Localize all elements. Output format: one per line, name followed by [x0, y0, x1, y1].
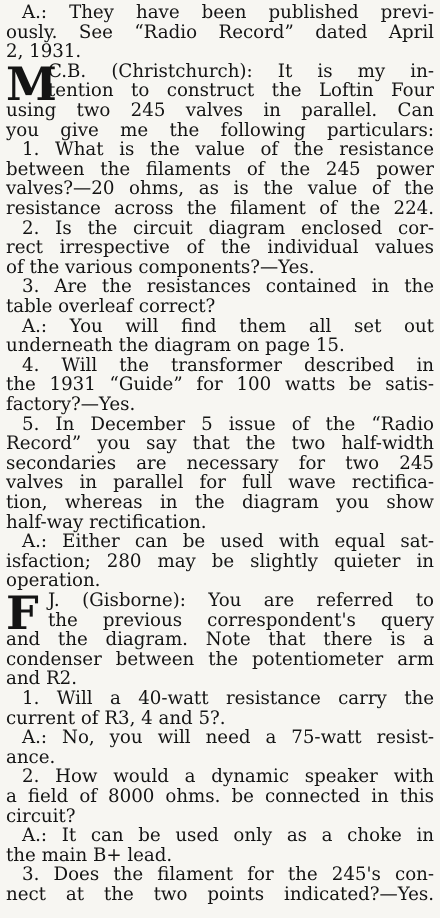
text-line: the main B+ lead.: [6, 845, 173, 866]
text-line: a field of 8000 ohms. be connected in this: [6, 786, 434, 807]
text-line: valves in parallel for full wave rectifica-: [6, 472, 434, 493]
text-line: tion, whereas in the diagram you show: [6, 492, 434, 513]
text-line: 5. In December 5 issue of the “Radio: [22, 414, 434, 435]
text-line: and R2.: [6, 668, 78, 689]
text-line: valves?—20 ohms, as is the value of the: [6, 178, 434, 199]
text-line: the 1931 “Guide” for 100 watts be satis-: [6, 374, 434, 395]
text-line: and the diagram. Note that there is a: [6, 629, 434, 650]
text-line: A.: It can be used only as a choke in: [22, 825, 434, 846]
text-line: 1. Will a 40-watt resistance carry the: [22, 688, 434, 709]
text-line: 2. How would a dynamic speaker with: [22, 766, 434, 787]
text-line: 3. Are the resistances contained in the: [22, 276, 434, 297]
text-line: using two 245 valves in parallel. Can: [6, 100, 434, 121]
text-line: table overleaf correct?: [6, 296, 216, 317]
text-line: operation.: [6, 570, 101, 591]
text-line: ance.: [6, 747, 56, 768]
text-line: 1. What is the value of the resistance: [22, 139, 434, 160]
text-line: current of R3, 4 and 5?.: [6, 708, 226, 729]
text-line: circuit?: [6, 806, 76, 827]
text-line: secondaries are necessary for two 245: [6, 453, 434, 474]
text-line: C.B. (Christchurch): It is my in-: [48, 61, 434, 82]
text-line: condenser between the potentiometer arm: [6, 649, 434, 670]
text-line: of the various components?—Yes.: [6, 257, 315, 278]
text-line: underneath the diagram on page 15.: [6, 335, 345, 356]
text-line: resistance across the filament of the 224.: [6, 198, 434, 219]
text-line: factory?—Yes.: [6, 394, 136, 415]
text-line: 2, 1931.: [6, 41, 82, 62]
text-line: nect at the two points indicated?—Yes.: [6, 884, 434, 905]
text-line: isfaction; 280 may be slightly quieter in: [6, 551, 434, 572]
text-line: Record” you say that the two half-width: [6, 433, 434, 454]
text-line: A.: Either can be used with equal sat-: [22, 531, 434, 552]
text-line: J. (Gisborne): You are referred to: [48, 590, 434, 611]
text-line: the previous correspondent's query: [48, 610, 434, 631]
drop-cap: M: [6, 57, 57, 111]
text-line: half-way rectification.: [6, 512, 207, 533]
text-line: tention to construct the Loftin Four: [48, 80, 434, 101]
text-line: rect irrespective of the individual values: [6, 237, 434, 258]
text-line: between the filaments of the 245 power: [6, 159, 434, 180]
text-line: 4. Will the transformer described in: [22, 355, 434, 376]
text-line: ously. See “Radio Record” dated April: [6, 22, 434, 43]
text-line: you give me the following particulars:: [6, 120, 434, 141]
text-line: A.: You will find them all set out: [22, 316, 434, 337]
text-line: 2. Is the circuit diagram enclosed cor-: [22, 218, 434, 239]
text-line: 3. Does the filament for the 245's con-: [22, 864, 434, 885]
drop-cap: F: [6, 586, 39, 640]
text-line: A.: They have been published previ-: [22, 2, 434, 23]
text-line: A.: No, you will need a 75-watt resist-: [22, 727, 434, 748]
